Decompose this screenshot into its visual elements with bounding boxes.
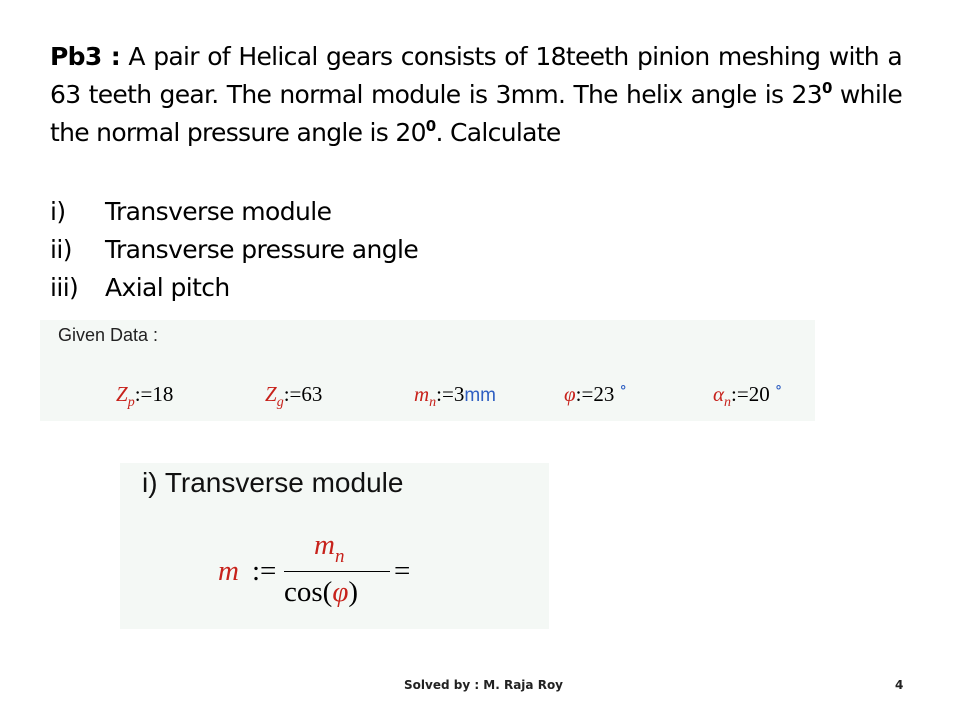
assign-operator: := <box>575 382 594 406</box>
transverse-module-panel <box>120 463 549 629</box>
task-label: Transverse pressure angle <box>105 235 419 264</box>
formula-numerator <box>314 529 345 567</box>
task-number: ii) <box>50 235 72 264</box>
formula-lhs: m <box>218 555 239 587</box>
denominator-close-paren: ) <box>348 576 359 608</box>
transverse-module-formula <box>218 529 518 613</box>
problem-text-2: while the normal pressure angle is 20 <box>50 80 902 147</box>
denominator-argument: φ <box>332 576 349 608</box>
variable-value: 20 <box>748 382 770 406</box>
problem-text-1: A pair of Helical gears consists of 18teeth pinion meshing with a 63 teeth gear. The normal module is 3mm. The helix angle is 23 <box>50 42 902 109</box>
task-label: Transverse module <box>105 197 332 226</box>
formula-denominator <box>284 576 358 609</box>
variable-subscript: p <box>127 395 135 410</box>
variable-value: 18 <box>152 382 174 406</box>
variable-value: 23 <box>593 382 615 406</box>
task-number: iii) <box>50 273 79 302</box>
task-item <box>50 231 418 269</box>
degree-unit: ° <box>775 382 782 398</box>
variable-value: 3 <box>453 382 465 406</box>
helix-angle-variable <box>564 382 626 407</box>
numerator-subscript: n <box>334 546 345 567</box>
variable-subscript: n <box>724 395 732 410</box>
variable-subscript: g <box>276 395 284 410</box>
task-item <box>50 193 418 231</box>
problem-text-3: . Calculate <box>435 118 561 147</box>
assign-operator: := <box>436 382 454 406</box>
assign-operator: := <box>731 382 749 406</box>
pressure-angle-variable <box>713 382 782 410</box>
denominator-function: cos <box>284 576 323 608</box>
section-title: i) Transverse module <box>142 467 404 498</box>
normal-module-variable <box>414 382 497 410</box>
variable-symbol: Z <box>265 382 277 406</box>
given-data-panel <box>40 320 815 421</box>
fraction-bar <box>284 571 390 572</box>
task-list <box>50 193 418 307</box>
problem-statement <box>50 38 902 152</box>
variable-symbol: α <box>713 382 725 406</box>
assign-operator: := <box>134 382 153 406</box>
variable-unit: mm <box>464 385 497 406</box>
denominator-open-paren: ( <box>322 576 333 608</box>
given-data-title: Given Data : <box>58 325 159 345</box>
assign-operator: := <box>252 555 277 587</box>
degree-superscript-1: 0 <box>821 78 832 97</box>
footer-credit: Solved by : M. Raja Roy <box>404 678 564 692</box>
gear-teeth-variable <box>265 382 323 410</box>
variable-value: 63 <box>301 382 323 406</box>
numerator-symbol: m <box>314 529 335 561</box>
variable-symbol: φ <box>564 382 576 406</box>
variable-symbol: Z <box>116 382 128 406</box>
variable-symbol: m <box>414 382 430 406</box>
degree-unit: ° <box>620 382 626 398</box>
degree-superscript-2: 0 <box>425 116 436 135</box>
task-number: i) <box>50 197 66 226</box>
task-label: Axial pitch <box>105 273 230 302</box>
assign-operator: := <box>283 382 302 406</box>
variable-subscript: n <box>429 395 437 410</box>
page-number: 4 <box>895 678 904 692</box>
pinion-teeth-variable <box>116 382 174 410</box>
task-item <box>50 269 418 307</box>
equals-sign: = <box>394 555 411 587</box>
problem-label: Pb3 : <box>50 42 120 71</box>
